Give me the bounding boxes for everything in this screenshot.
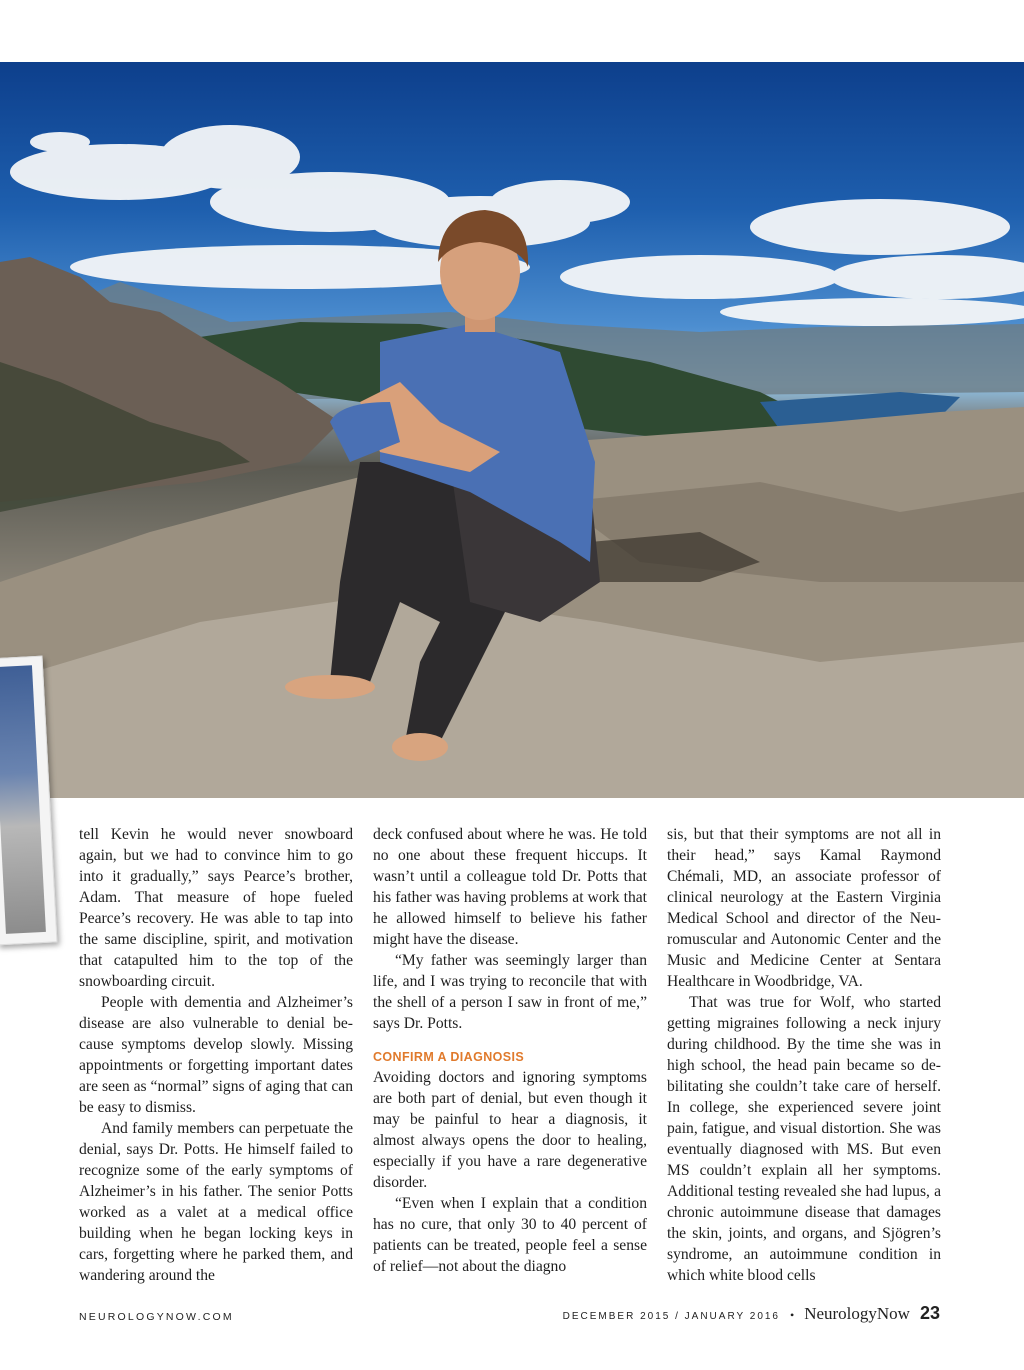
paragraph: Avoiding doctors and ignoring symptoms are both part of denial, but even though it may be painful to hear a diagnosis, it almost always opens the door to healing, especially if you have a rare degenerative disorder. xyxy=(373,1069,647,1191)
footer-bullet: • xyxy=(790,1308,795,1322)
footer-site-url[interactable]: NEUROLOGYNOW.COM xyxy=(79,1311,234,1323)
footer-issue-date: DECEMBER 2015 / JANUARY 2016 xyxy=(562,1311,780,1322)
inset-photo-image xyxy=(0,665,46,934)
paragraph: People with dementia and Alzheimer’s disease are also vulnerable to denial because symptoms develop slowly. Missing appointments or forgetting important dates are seen as “normal” signs of aging that can be easy to dismiss. xyxy=(79,994,353,1116)
paragraph: “Even when I explain that a condition has no cure, that only 30 to 40 percent of patients can be treated, people feel a sense of relief—not about the diagno xyxy=(373,1195,647,1275)
landscape-illustration xyxy=(0,62,1024,798)
paragraph: sis, but that their symptoms are not all in their head,” says Kamal Raymond Chémali, MD, an associate professor of clinical neurology at the Eastern Virginia Medical School and director of the Neuromuscular and Autonomic Center and the Music and Medicine Center at Sentara Healthcare in Woodbridge, VA. xyxy=(667,826,941,990)
paragraph: deck confused about where he was. He told no one about these frequent hiccups. It wasn’t until a colleague told Dr. Potts that his father was having problems at work that he allowed himself to believe his father might have the disease. xyxy=(373,826,647,948)
paragraph: tell Kevin he would never snowboard again, but we had to convince him to go into it gradually,” says Pearce’s brother, Adam. That measure of hope fueled Pearce’s recovery. He was able to tap into the same discipline, spirit, and motivation that catapulted him to the top of the snowboarding circuit. xyxy=(79,826,353,990)
text-column-1 xyxy=(79,824,353,1286)
section-subhead: CONFIRM A DIAGNOSIS xyxy=(373,1050,525,1064)
footer-brand: NeurologyNow xyxy=(804,1304,910,1323)
page-number: 23 xyxy=(919,1303,940,1323)
paragraph: “My father was seemingly larger than life, and I was trying to reconcile that with the shell of a person I saw in front of me,” says Dr. Potts. xyxy=(373,952,647,1032)
paragraph: That was true for Wolf, who started getting migraines following a neck injury during childhood. By the time she was in high school, the head pain became so debilitating she couldn’t take care of herself. In college, she experienced severe joint pain, fatigue, and visual distortion. She was eventually diagnosed with MS. But even MS couldn’t explain all her symptoms. Additional testing revealed she had lupus, a chronic autoimmune disease that damages the skin, joints, and organs, and Sjögren’s syndrome, an autoimmune condition in which white blood cells xyxy=(667,994,941,1284)
paragraph: And family members can perpetuate the denial, says Dr. Potts. He himself failed to recognize some of the early symptoms of Alzheimer’s in his father. The senior Potts worked as a valet at a medical office building when he began locking keys in cars, forgetting where he parked them, and wandering around the xyxy=(79,1120,353,1284)
text-column-2 xyxy=(373,824,647,1277)
text-column-3 xyxy=(667,824,941,1286)
footer-folio xyxy=(563,1303,940,1324)
hero-photo xyxy=(0,62,1024,798)
